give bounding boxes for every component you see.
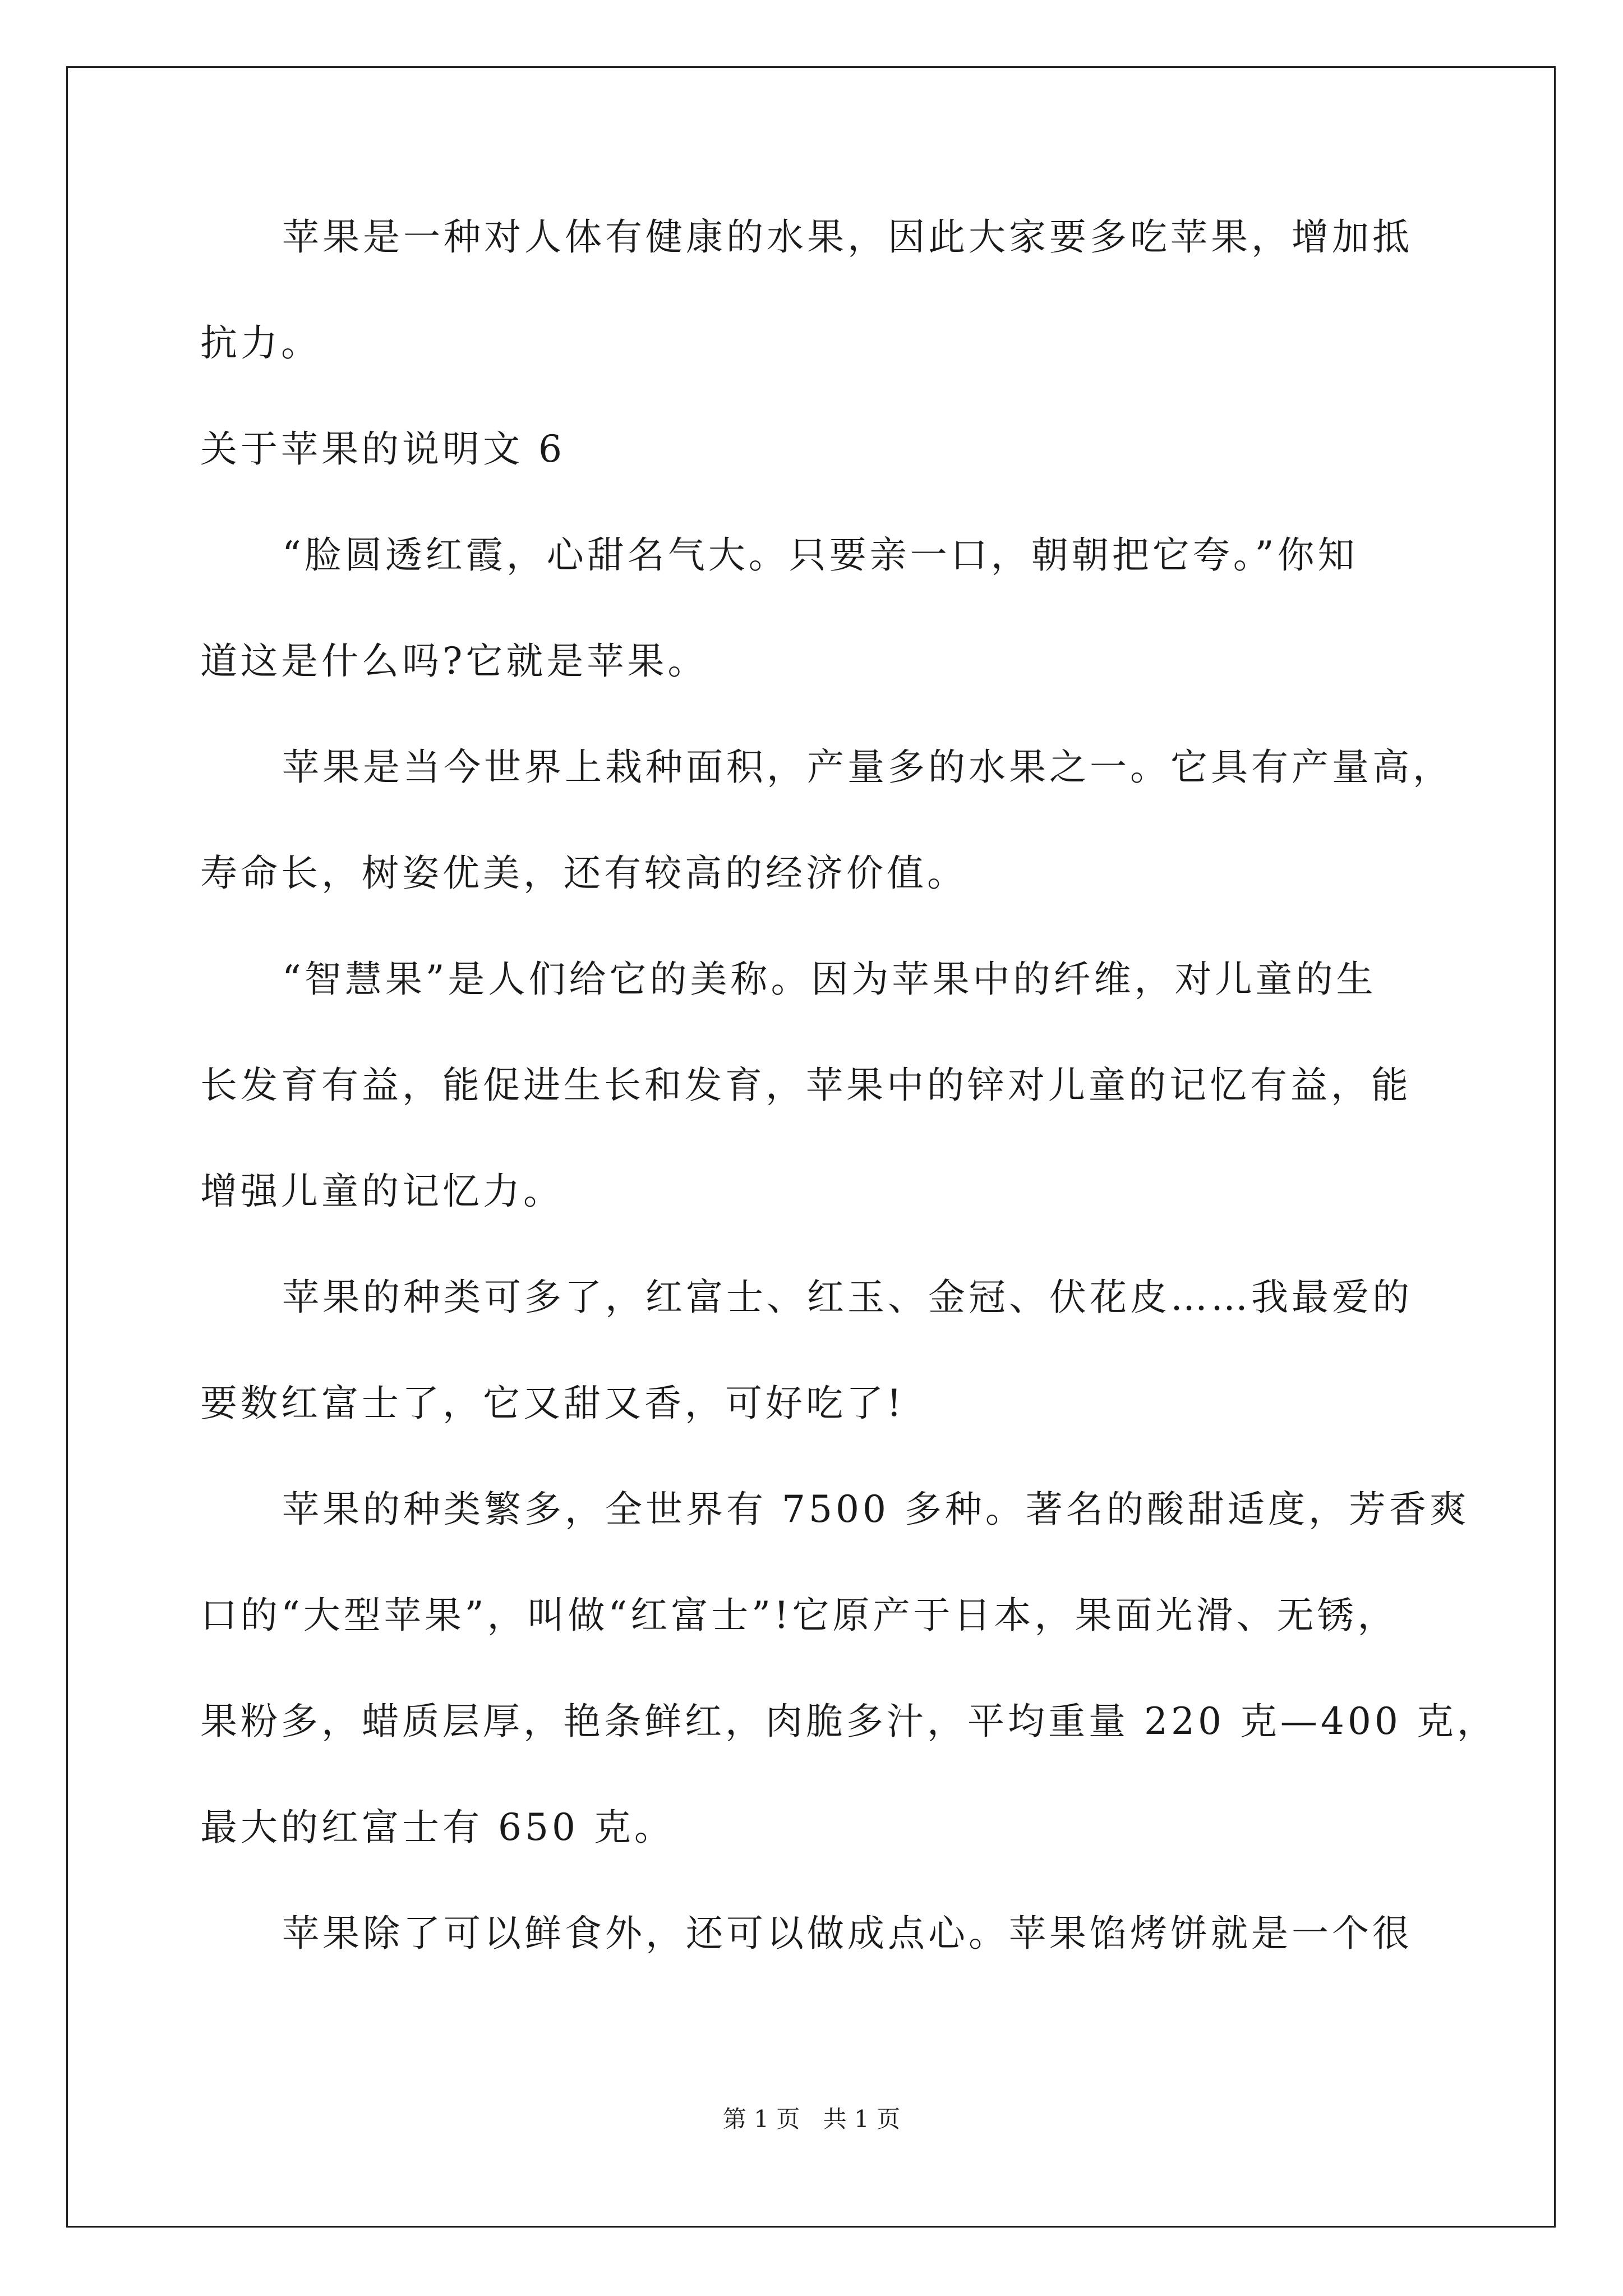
paragraph-line: 道这是什么吗?它就是苹果。 xyxy=(200,639,708,683)
paragraph-line: “智慧果”是人们给它的美称。因为苹果中的纤维，对儿童的生 xyxy=(282,958,1377,1001)
section-heading: 关于苹果的说明文 6 xyxy=(200,427,565,471)
page-footer xyxy=(0,2102,1623,2136)
paragraph-line: 增强儿童的记忆力。 xyxy=(200,1170,564,1213)
paragraph-line: 长发育有益，能促进生长和发育，苹果中的锌对儿童的记忆有益，能 xyxy=(200,1064,1412,1107)
page-number: 第 1 页 xyxy=(722,2105,800,2133)
paragraph-line: 最大的红富士有 650 克。 xyxy=(200,1806,675,1849)
page-border xyxy=(66,66,1556,2228)
paragraph-line: 果粉多，蜡质层厚，艳条鲜红，肉脆多汁，平均重量 220 克—400 克， xyxy=(200,1700,1497,1743)
page-total: 共 1 页 xyxy=(823,2105,901,2133)
paragraph-line: 要数红富士了，它又甜又香，可好吃了! xyxy=(200,1382,905,1425)
paragraph-line: 苹果是当今世界上栽种面积，产量多的水果之一。它具有产量高， xyxy=(282,746,1453,789)
paragraph-line: 口的“大型苹果”，叫做“红富士”!它原产于日本，果面光滑、无锈， xyxy=(200,1594,1398,1637)
paragraph-line: 苹果除了可以鲜食外，还可以做成点心。苹果馅烤饼就是一个很 xyxy=(282,1912,1413,1955)
paragraph-line: “脸圆透红霞，心甜名气大。只要亲一口，朝朝把它夸。”你知 xyxy=(282,533,1358,577)
paragraph-line: 苹果的种类可多了，红富士、红玉、金冠、伏花皮……我最爱的 xyxy=(282,1276,1413,1319)
paragraph-line: 苹果是一种对人体有健康的水果，因此大家要多吃苹果，增加抵 xyxy=(282,215,1413,259)
paragraph-line: 苹果的种类繁多，全世界有 7500 多种。著名的酸甜适度，芳香爽 xyxy=(282,1488,1470,1531)
paragraph-line: 抗力。 xyxy=(200,321,321,365)
paragraph-line: 寿命长，树姿优美，还有较高的经济价值。 xyxy=(200,852,967,895)
